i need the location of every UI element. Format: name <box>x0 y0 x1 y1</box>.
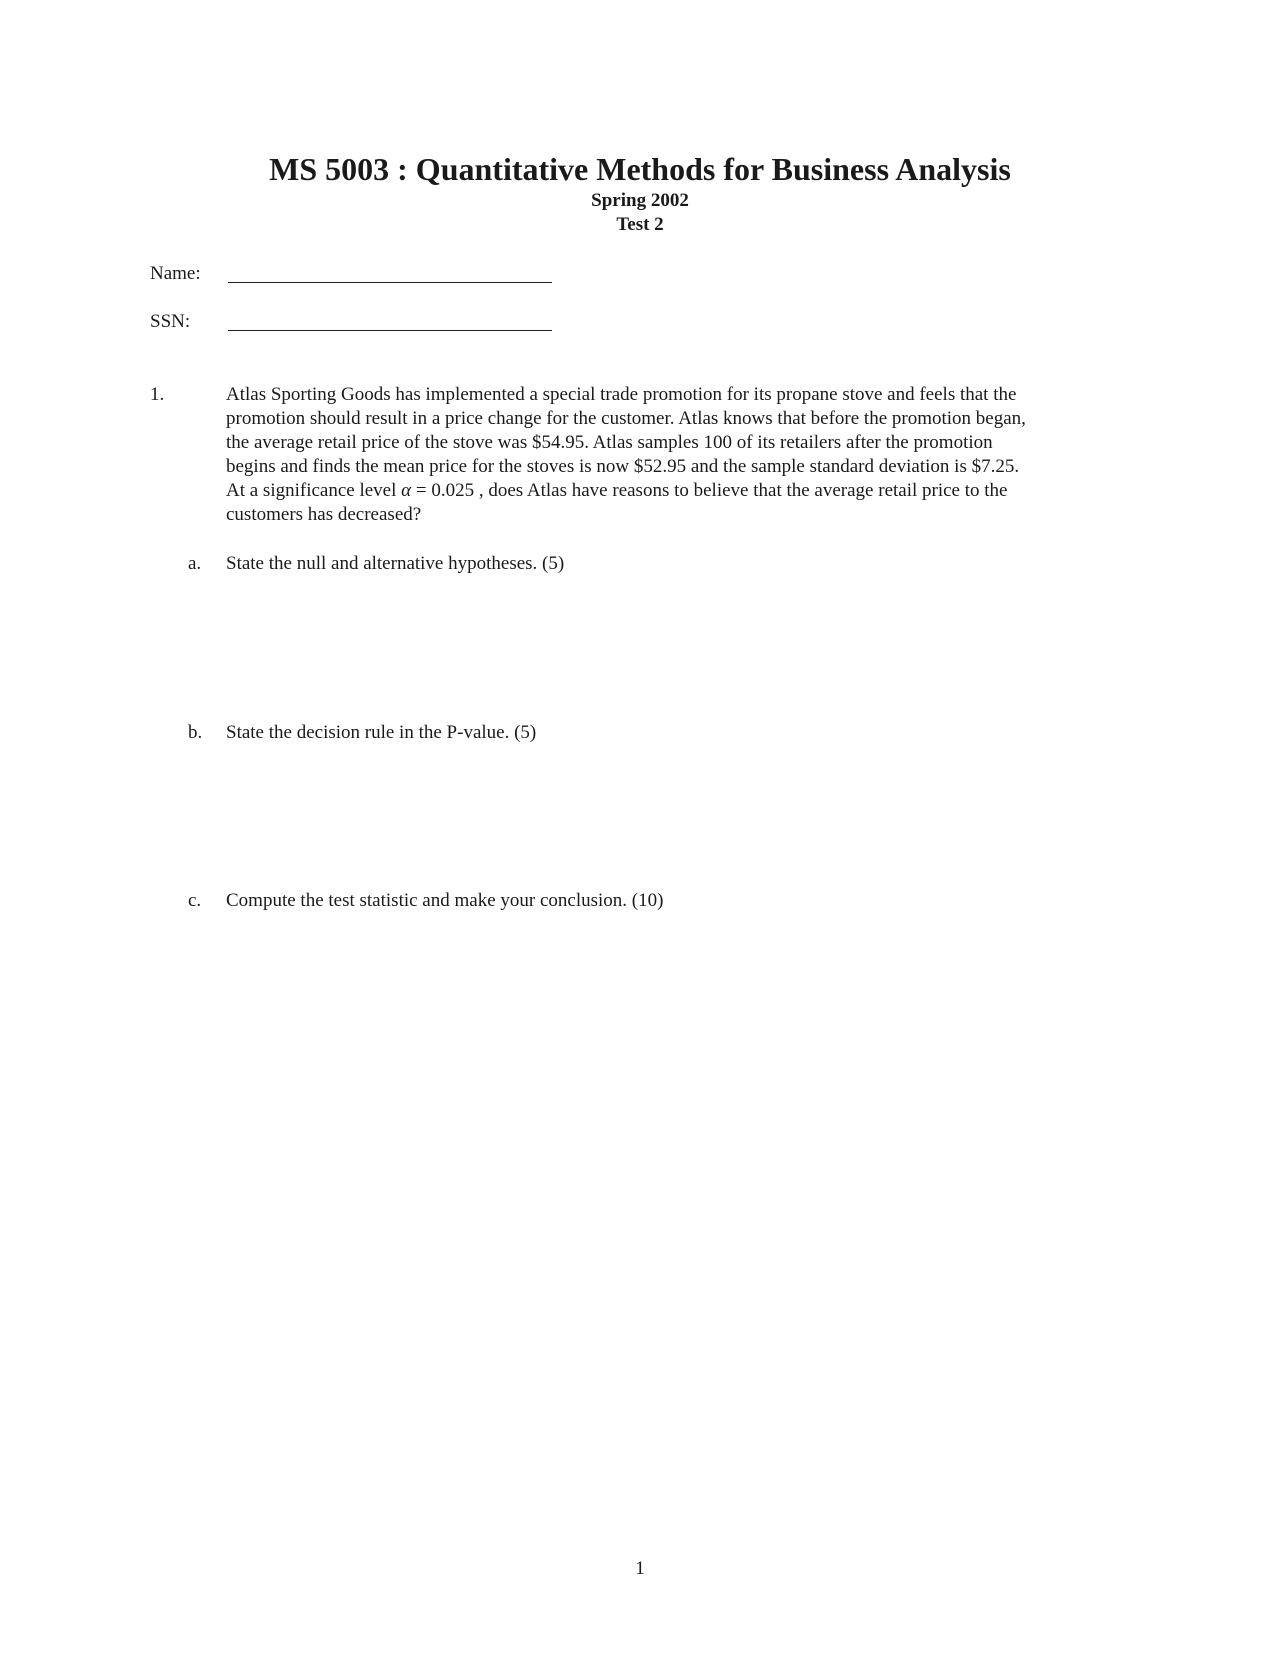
question-text <box>226 383 1126 527</box>
question-number: 1. <box>150 384 165 405</box>
part-a-letter: a. <box>188 553 202 574</box>
question-line-3: the average retail price of the stove was $54.95. Atlas samples 100 of its retailers after the promotion <box>226 432 993 453</box>
exam-term: Spring 2002 <box>591 190 689 211</box>
alpha-symbol: α <box>401 480 412 501</box>
part-c-text: Compute the test statistic and make your conclusion. (10) <box>226 890 664 911</box>
exam-test-number: Test 2 <box>616 214 664 235</box>
name-blank-line <box>228 282 552 283</box>
exam-title: MS 5003 : Quantitative Methods for Business Analysis <box>269 151 1011 187</box>
question-line-4: begins and finds the mean price for the stoves is now $52.95 and the sample standard deviation is $7.25. <box>226 456 1020 477</box>
significance-suffix: , does Atlas have reasons to believe that the average retail price to the <box>474 480 1008 501</box>
question-line-2: promotion should result in a price change for the customer. Atlas knows that before the promotion began, <box>226 408 1026 429</box>
significance-prefix: At a significance level <box>226 480 402 501</box>
alpha-value: = 0.025 <box>411 480 475 501</box>
ssn-blank-line <box>228 330 552 331</box>
name-label: Name: <box>150 263 201 284</box>
part-c-letter: c. <box>188 890 202 911</box>
question-line-6: customers has decreased? <box>226 504 422 525</box>
question-line-5 <box>226 479 1126 503</box>
page-number: 1 <box>635 1558 645 1579</box>
part-b-letter: b. <box>188 722 203 743</box>
part-a-text: State the null and alternative hypotheses. (5) <box>226 553 565 574</box>
part-b-text: State the decision rule in the P-value. (5) <box>226 722 537 743</box>
question-line-1: Atlas Sporting Goods has implemented a special trade promotion for its propane stove and feels that the <box>226 384 1017 405</box>
ssn-label: SSN: <box>150 311 191 332</box>
